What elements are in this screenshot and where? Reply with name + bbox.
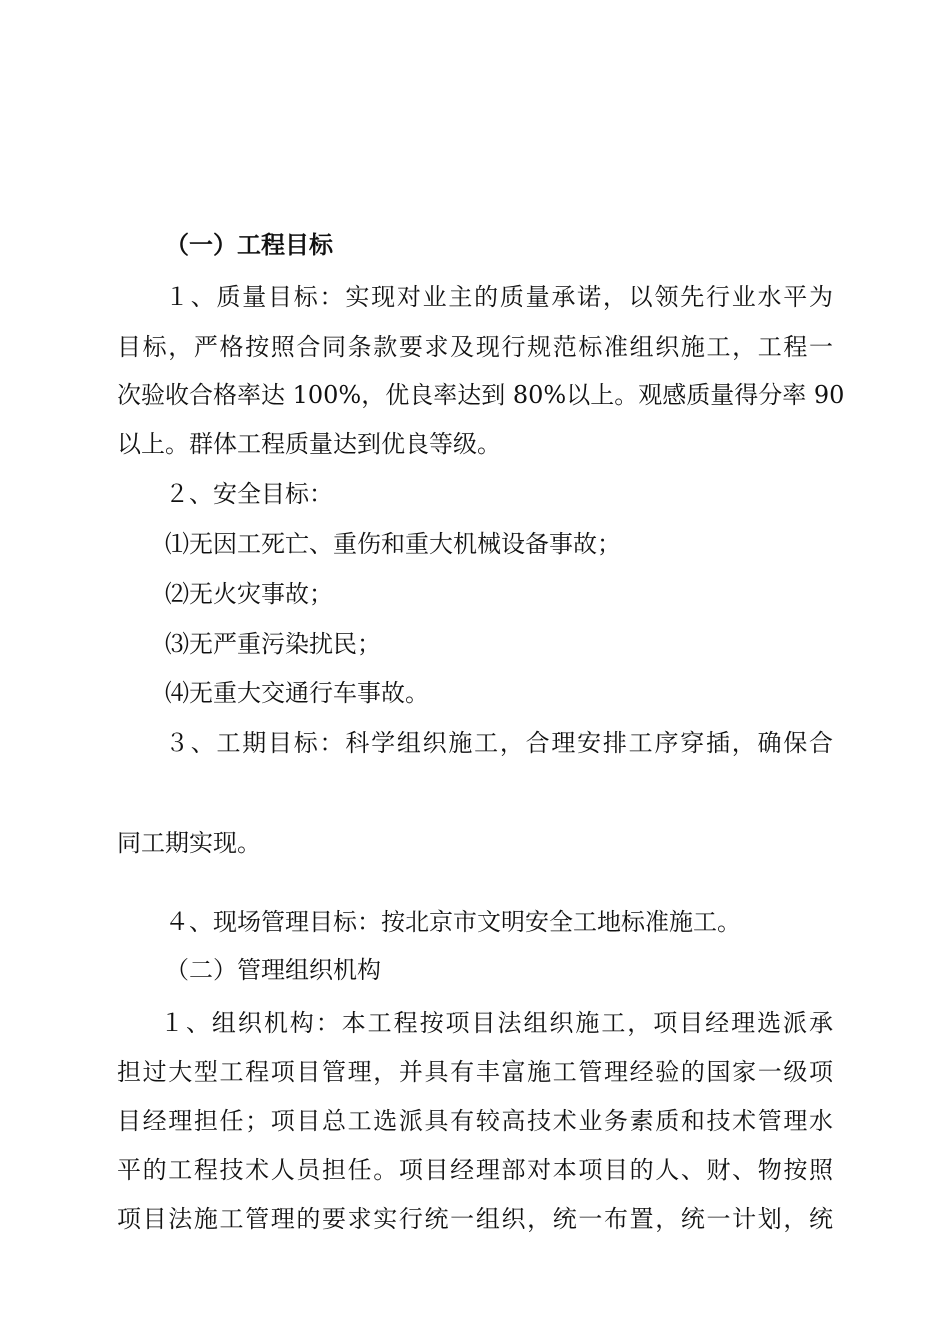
organization-line-5: 项目法施工管理的要求实行统一组织，统一布置，统一计划，统: [117, 1205, 833, 1233]
quality-goal-line-1: １、质量目标：实现对业主的质量承诺，以领先行业水平为: [165, 283, 833, 311]
organization-line-4: 平的工程技术人员担任。项目经理部对本项目的人、财、物按照: [117, 1156, 833, 1184]
organization-line-1: １、组织机构：本工程按项目法组织施工，项目经理选派承: [160, 1009, 833, 1037]
safety-item-3: ⑶无严重污染扰民；: [165, 630, 381, 658]
site-management-goal: ４、现场管理目标：按北京市文明安全工地标准施工。: [165, 908, 741, 936]
schedule-goal-line-2: 同工期实现。: [117, 829, 261, 857]
quality-goal-line-3: 次验收合格率达 100%，优良率达到 80%以上。观感质量得分率 90: [117, 381, 845, 409]
safety-item-4: ⑷无重大交通行车事故。: [165, 679, 429, 707]
organization-line-3: 目经理担任；项目总工选派具有较高技术业务素质和技术管理水: [117, 1107, 833, 1135]
section-heading-organization: （二）管理组织机构: [165, 956, 381, 984]
safety-item-1: ⑴无因工死亡、重伤和重大机械设备事故；: [165, 530, 621, 558]
quality-goal-line-4: 以上。群体工程质量达到优良等级。: [117, 430, 501, 458]
safety-item-2: ⑵无火灾事故；: [165, 580, 333, 608]
quality-goal-line-2: 目标，严格按照合同条款要求及现行规范标准组织施工，工程一: [117, 333, 833, 361]
section-heading-goals: （一）工程目标: [165, 230, 333, 259]
organization-line-2: 担过大型工程项目管理，并具有丰富施工管理经验的国家一级项: [117, 1058, 833, 1086]
safety-goal-title: ２、安全目标：: [165, 480, 333, 508]
schedule-goal-line-1: ３、工期目标：科学组织施工，合理安排工序穿插，确保合: [165, 729, 833, 757]
